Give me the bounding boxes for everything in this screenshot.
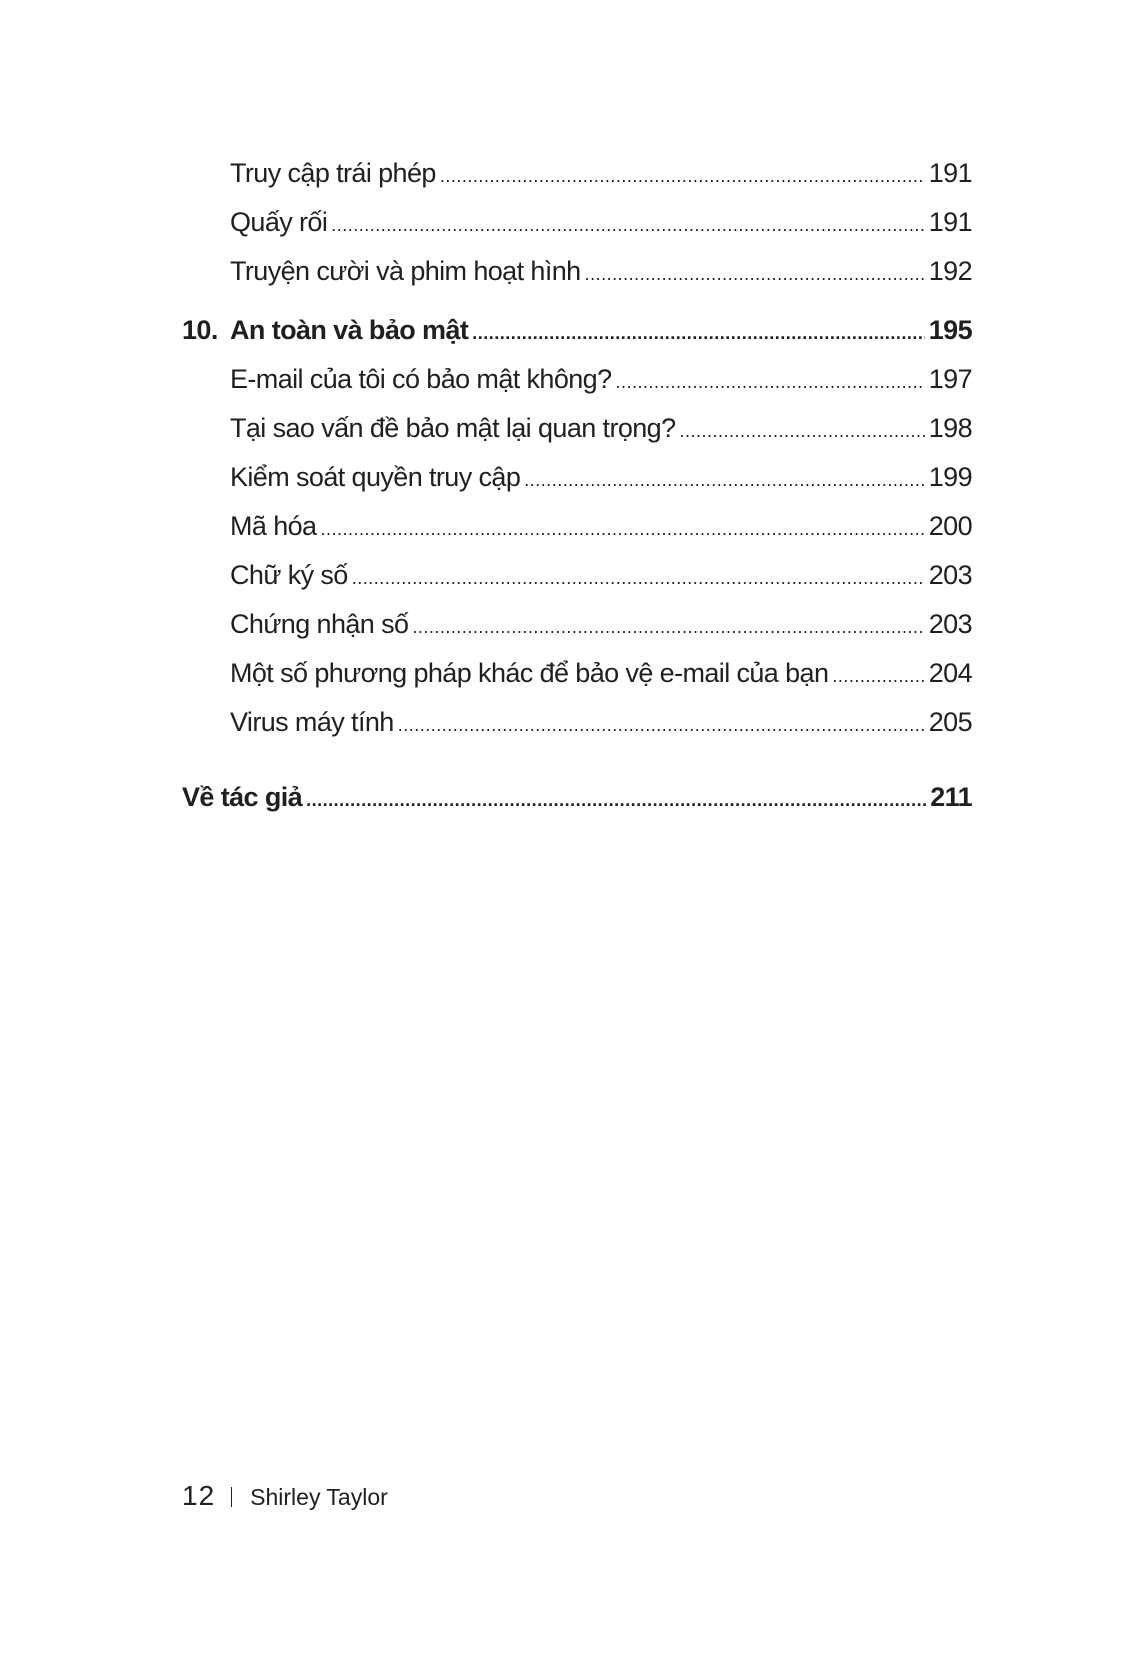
toc-entry-quay-roi	[182, 199, 972, 248]
toc-entry-title: Truyện cười và phim hoạt hình	[230, 256, 581, 286]
toc-entry-title: Chứng nhận số	[230, 609, 409, 639]
toc-entry-page: 199	[928, 462, 972, 492]
toc-chapter-10	[182, 307, 972, 356]
toc-entry-title: Mã hóa	[230, 511, 317, 541]
chapter-number: 10.	[182, 315, 218, 345]
dot-leader	[320, 506, 924, 552]
toc-entry-page: 200	[928, 511, 972, 541]
toc-entry-page: 203	[928, 560, 972, 590]
dot-leader	[524, 457, 924, 503]
toc-entry-title: Tại sao vấn đề bảo mật lại quan trọng?	[230, 413, 676, 443]
toc-entry-title: Kiểm soát quyền truy cập	[230, 462, 521, 492]
toc-entry-email-bao-mat	[182, 356, 972, 405]
dot-leader	[331, 202, 925, 248]
toc-entry-page: 197	[928, 364, 972, 394]
toc-entry-truyen-cuoi	[182, 248, 972, 297]
dot-leader	[832, 653, 924, 699]
toc-entry-title: Chữ ký số	[230, 560, 348, 590]
toc-about-author	[182, 774, 972, 823]
toc-chapter-page: 195	[928, 315, 972, 345]
dot-leader	[412, 604, 924, 650]
toc-entry-ma-hoa	[182, 503, 972, 552]
toc-entry-title: Một số phương pháp khác để bảo vệ e-mail của bạn	[230, 658, 829, 688]
dot-leader	[398, 702, 925, 748]
toc-entry-page: 198	[928, 413, 972, 443]
dot-leader	[472, 310, 925, 356]
page-footer	[182, 1480, 388, 1512]
toc-entry-page: 191	[928, 207, 972, 237]
dot-leader	[585, 251, 925, 297]
dot-leader	[616, 359, 925, 405]
toc-entry-page: 204	[928, 658, 972, 688]
toc-entry-virus-may-tinh	[182, 699, 972, 748]
table-of-contents	[182, 150, 972, 823]
toc-entry-title: Virus máy tính	[230, 707, 394, 737]
toc-entry-tai-sao-bao-mat	[182, 405, 972, 454]
toc-entry-title: Quấy rối	[230, 207, 328, 237]
toc-entry-kiem-soat-quyen	[182, 454, 972, 503]
toc-entry-truy-cap-trai-phep	[182, 150, 972, 199]
dot-leader	[680, 408, 925, 454]
toc-entry-page: 191	[928, 158, 972, 188]
footer-divider	[231, 1487, 232, 1507]
toc-entry-title: Truy cập trái phép	[230, 158, 436, 188]
toc-chapter-title: An toàn và bảo mật	[230, 315, 469, 345]
toc-entry-page: 192	[928, 256, 972, 286]
footer-page-number: 12	[182, 1480, 216, 1511]
toc-entry-phuong-phap-khac	[182, 650, 972, 699]
dot-leader	[440, 153, 925, 199]
toc-appendix-page: 211	[930, 782, 972, 812]
toc-entry-page: 203	[928, 609, 972, 639]
toc-entry-chung-nhan-so	[182, 601, 972, 650]
dot-leader	[306, 777, 926, 823]
footer-author: Shirley Taylor	[250, 1484, 388, 1510]
toc-appendix-title: Về tác giả	[182, 782, 303, 812]
toc-entry-title: E-mail của tôi có bảo mật không?	[230, 364, 612, 394]
toc-entry-chu-ky-so	[182, 552, 972, 601]
toc-entry-page: 205	[928, 707, 972, 737]
dot-leader	[352, 555, 925, 601]
